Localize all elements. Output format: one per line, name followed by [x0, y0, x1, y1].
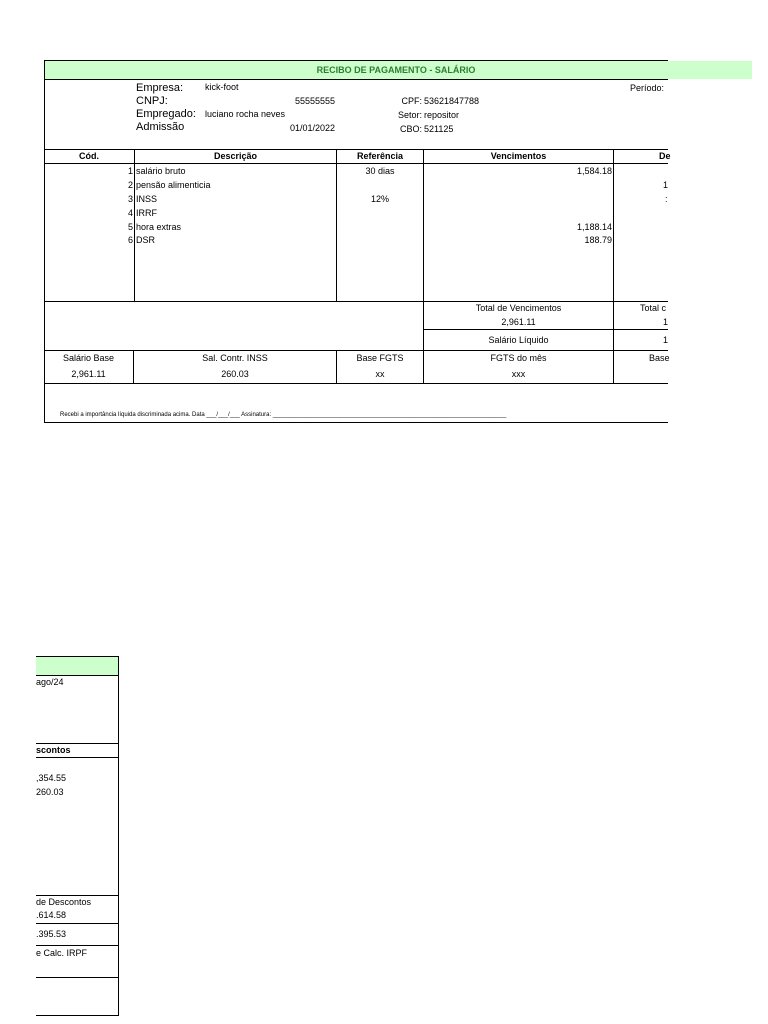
col-deductions: De — [659, 151, 671, 161]
employee-value: luciano rocha neves — [205, 109, 286, 119]
item-code: 4 — [127, 208, 133, 218]
net-salary-value: 1 — [663, 335, 669, 345]
col-description: Descrição — [213, 151, 258, 161]
overflow-title-bar — [36, 657, 118, 675]
deduction-pension: ,354.55 — [36, 773, 67, 783]
col-earnings: Vencimentos — [490, 151, 547, 161]
item-description: hora extras — [136, 222, 182, 232]
cpf-value: 53621847788 — [424, 96, 480, 106]
item-description: salário bruto — [136, 166, 186, 176]
item-deduction-partial: 1 — [663, 180, 669, 190]
item-code: 1 — [127, 166, 133, 176]
cbo-value: 521125 — [424, 124, 454, 134]
fgts-base-label: Base FGTS — [356, 353, 404, 363]
total-deductions-value: 1 — [663, 317, 669, 327]
item-code: 3 — [127, 194, 133, 204]
salary-base-label: Salário Base — [62, 353, 115, 363]
total-earnings-value: 2,961.11 — [501, 317, 536, 327]
cnpj-label: CNPJ: — [136, 95, 168, 107]
receipt-title: RECIBO DE PAGAMENTO - SALÁRIO — [316, 65, 476, 75]
period-label: Período: — [630, 83, 665, 93]
inss-base-value: 260.03 — [221, 369, 249, 379]
col-deductions-tail: scontos — [36, 745, 71, 755]
period-value: ago/24 — [36, 677, 64, 687]
item-description: DSR — [136, 235, 156, 245]
admission-label: Admissão — [136, 121, 185, 133]
irpf-base-label-tail: e Calc. IRPF — [36, 948, 88, 958]
fgts-base-value: xx — [375, 369, 385, 379]
cbo-label: CBO: — [399, 124, 422, 134]
inss-base-label: Sal. Contr. INSS — [202, 353, 268, 363]
company-label: Empresa: — [136, 82, 184, 94]
item-description: INSS — [136, 194, 158, 204]
total-earnings-label: Total de Vencimentos — [475, 303, 562, 313]
fgts-month-value: xxx — [511, 369, 526, 379]
employee-label: Empregado: — [136, 108, 196, 120]
item-deduction-partial: : — [665, 194, 668, 204]
col-reference: Referência — [356, 151, 404, 161]
salary-base-value: 2,961.11 — [71, 369, 106, 379]
irpf-base-label: Base — [649, 353, 670, 363]
net-salary-value-tail: .395.53 — [36, 929, 67, 939]
sector-label: Setor: — [397, 110, 422, 120]
cnpj-value: 55555555 — [294, 96, 335, 106]
signature-line: Recebi a importância líquida discriminada acima. Data ___/___/___ Assinatura: ______________________________________________________________________ — [60, 412, 507, 418]
total-deductions-value-tail: .614.58 — [36, 910, 67, 920]
total-deductions-label: Total c — [640, 303, 667, 313]
col-code: Cód. — [79, 151, 99, 161]
item-earnings: 1,188.14 — [576, 222, 612, 232]
cpf-label: CPF: — [401, 96, 422, 106]
item-description: IRRF — [136, 208, 157, 218]
item-code: 5 — [127, 222, 133, 232]
item-reference: 30 dias — [365, 166, 395, 176]
fgts-month-label: FGTS do mês — [490, 353, 547, 363]
item-earnings: 1,584.18 — [576, 166, 612, 176]
item-description: pensão alimenticia — [136, 180, 211, 190]
net-salary-label: Salário Líquido — [488, 335, 549, 345]
item-earnings: 188.79 — [584, 235, 612, 245]
sector-value: repositor — [424, 110, 460, 120]
company-value: kick-foot — [205, 82, 239, 92]
item-reference: 12% — [370, 194, 389, 204]
total-deductions-label-tail: de Descontos — [36, 897, 92, 907]
deduction-inss: 260.03 — [36, 787, 64, 797]
item-code: 2 — [127, 180, 133, 190]
admission-value: 01/01/2022 — [289, 123, 335, 133]
item-code: 6 — [127, 235, 133, 245]
